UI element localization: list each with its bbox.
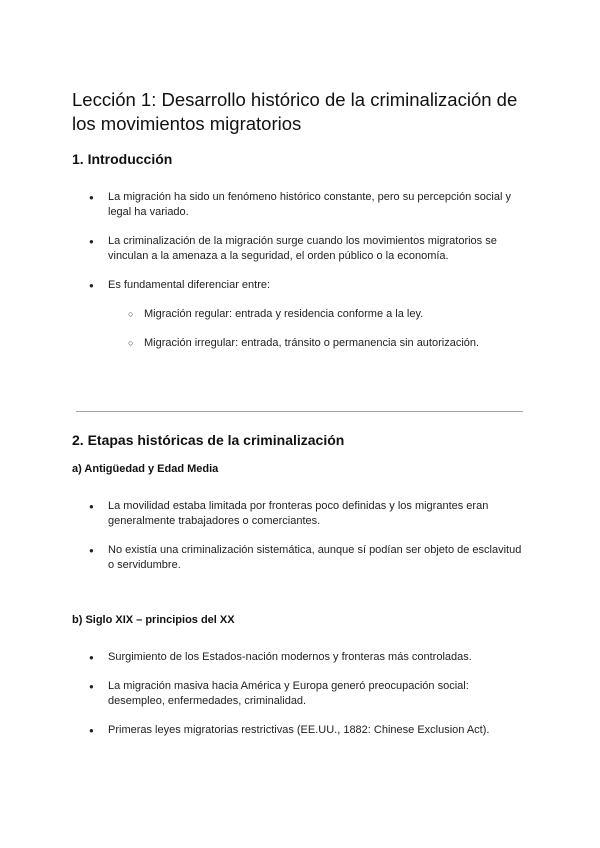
list-item (72, 278, 528, 351)
list-item: ● La movilidad estaba limitada por fronteras poco definidas y los migrantes eran generalmente trabajadores o comerciantes. (72, 499, 528, 529)
horizontal-divider (76, 411, 523, 412)
subsection-b-list (72, 650, 528, 752)
subsection-a-list (72, 499, 528, 587)
list-item: ● La criminalización de la migración surge cuando los movimientos migratorios se vinculan a la amenaza a la seguridad, el orden público o la economía. (72, 234, 528, 264)
sublist-item: ○ Migración regular: entrada y residencia conforme a la ley. (108, 307, 528, 322)
list-item: ● La migración masiva hacia América y Europa generó preocupación social: desempleo, enfermedades, criminalidad. (72, 679, 528, 709)
sublist-item: ○ Migración irregular: entrada, tránsito o permanencia sin autorización. (108, 336, 528, 351)
list-item: ● La migración ha sido un fenómeno histórico constante, pero su percepción social y legal ha variado. (72, 190, 528, 220)
subsection-b-heading: b) Siglo XIX – principios del XX (72, 614, 235, 626)
section-1-sublist (108, 307, 528, 351)
section-2-heading: 2. Etapas históricas de la criminalización (72, 432, 345, 448)
list-item-text: Es fundamental diferenciar entre: (108, 279, 271, 291)
list-item: ● Primeras leyes migratorias restrictivas (EE.UU., 1882: Chinese Exclusion Act). (72, 723, 528, 738)
list-item: ● Surgimiento de los Estados-nación modernos y fronteras más controladas. (72, 650, 528, 665)
subsection-a-heading: a) Antigüedad y Edad Media (72, 463, 219, 475)
document-title: Lección 1: Desarrollo histórico de la criminalización de los movimientos migratorios (72, 89, 518, 134)
section-1-heading: 1. Introducción (72, 151, 173, 167)
section-1-list (72, 190, 528, 365)
list-item: ● No existía una criminalización sistemática, aunque sí podían ser objeto de esclavitud o servidumbre. (72, 543, 528, 573)
